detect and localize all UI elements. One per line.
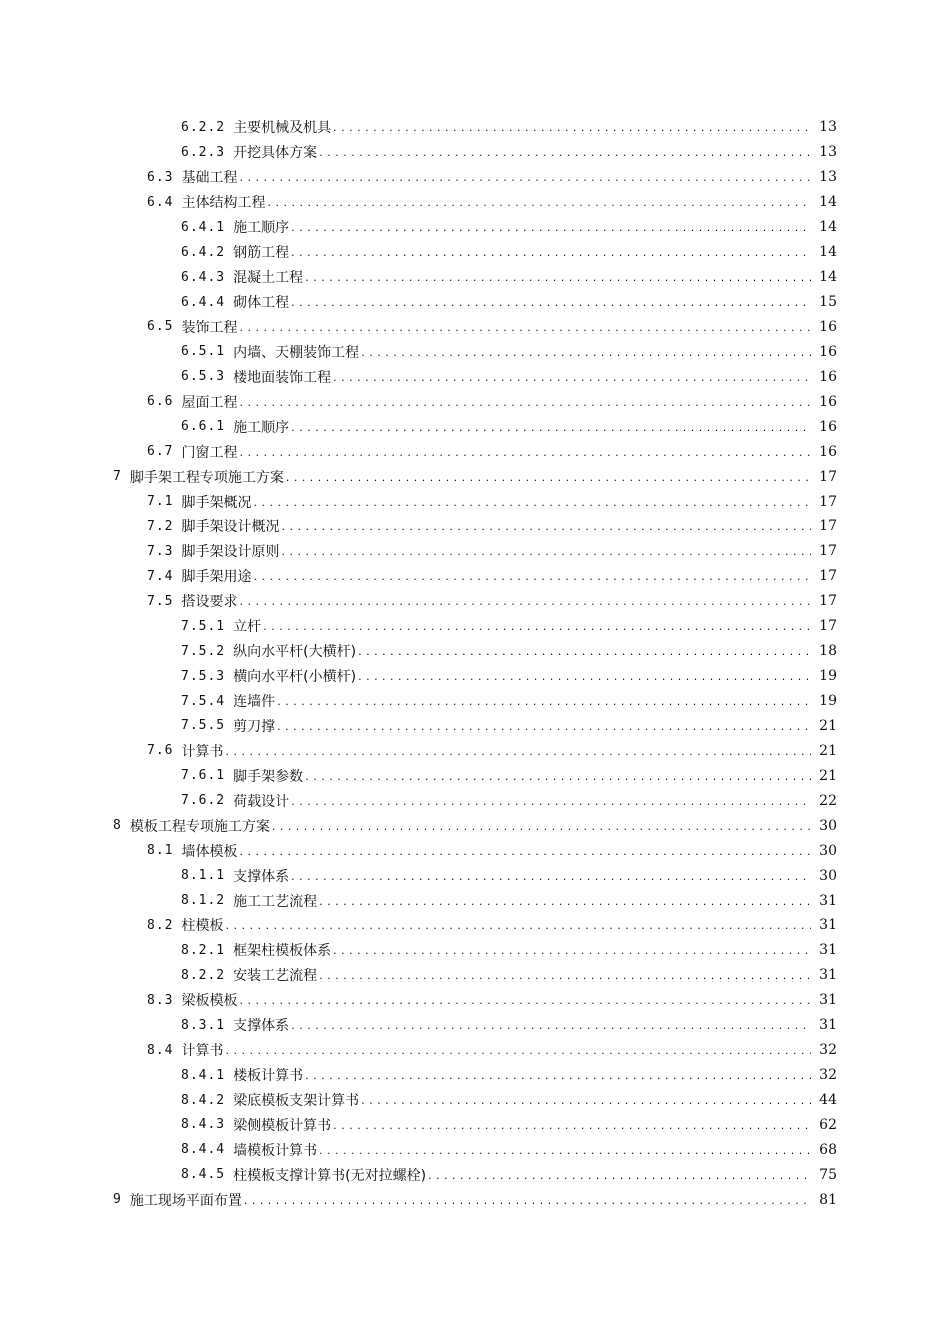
toc-entry-number: 7.4: [147, 568, 174, 584]
toc-dot-leader: [333, 944, 811, 958]
toc-entry-page-number: 13: [819, 169, 837, 186]
toc-dot-leader: [239, 396, 811, 410]
toc-entry-title: 梁板模板: [181, 993, 238, 1010]
toc-entry-title: 基础工程: [181, 170, 238, 187]
toc-dot-leader: [333, 1119, 811, 1133]
toc-entry[interactable]: [0, 589, 950, 614]
toc-entry-number: 6.3: [147, 169, 174, 185]
toc-entry-title: 脚手架用途: [181, 569, 252, 586]
toc-entry[interactable]: [0, 1038, 950, 1063]
toc-entry[interactable]: [0, 539, 950, 564]
toc-entry-title: 施工工艺流程: [233, 893, 318, 910]
toc-dot-leader: [305, 271, 811, 285]
toc-entry-number: 6.4.1: [181, 219, 226, 235]
toc-entry-number: 6.2.3: [181, 144, 226, 160]
toc-entry[interactable]: [0, 888, 950, 913]
toc-entry-number: 7.6.1: [181, 768, 226, 784]
toc-entry-title: 纵向水平杆(大横杆): [233, 644, 357, 661]
toc-entry[interactable]: [0, 489, 950, 514]
toc-dot-leader: [263, 620, 811, 634]
toc-entry-page-number: 31: [819, 1017, 837, 1034]
toc-entry[interactable]: [0, 190, 950, 215]
toc-entry-number: 8.3: [147, 992, 174, 1008]
toc-entry-page-number: 21: [819, 767, 837, 784]
toc-dot-leader: [361, 346, 811, 360]
toc-entry-page-number: 17: [819, 618, 837, 635]
toc-entry-title: 施工顺序: [233, 220, 290, 237]
toc-entry-page-number: 17: [819, 593, 837, 610]
toc-entry[interactable]: [0, 464, 950, 489]
toc-entry-number: 8.1.1: [181, 868, 226, 884]
toc-entry-page-number: 16: [819, 393, 837, 410]
toc-entry-number: 7: [113, 469, 122, 485]
toc-entry-page-number: 62: [819, 1116, 837, 1133]
toc-entry-page-number: 22: [819, 792, 837, 809]
toc-entry-page-number: 17: [819, 568, 837, 585]
toc-entry-number: 7.6.2: [181, 793, 226, 809]
toc-entry-title: 脚手架设计原则: [181, 544, 280, 561]
toc-dot-leader: [253, 496, 811, 510]
toc-dot-leader: [319, 146, 811, 160]
toc-entry-title: 内墙、天棚装饰工程: [233, 344, 360, 361]
toc-entry-page-number: 31: [819, 892, 837, 909]
toc-entry[interactable]: [0, 689, 950, 714]
toc-entry-page-number: 32: [819, 1042, 837, 1059]
toc-dot-leader: [319, 969, 811, 983]
toc-entry[interactable]: [0, 290, 950, 315]
toc-entry-number: 7.2: [147, 518, 174, 534]
toc-entry[interactable]: [0, 1063, 950, 1088]
toc-entry-title: 搭设要求: [181, 594, 238, 611]
toc-entry-number: 8.4.1: [181, 1067, 226, 1083]
toc-entry-page-number: 16: [819, 418, 837, 435]
toc-entry-page-number: 17: [819, 468, 837, 485]
toc-entry-number: 7.5.3: [181, 668, 226, 684]
toc-entry[interactable]: [0, 315, 950, 340]
toc-entry-title: 混凝土工程: [233, 270, 304, 287]
toc-dot-leader: [225, 919, 811, 933]
toc-entry-page-number: 14: [819, 244, 837, 261]
toc-entry[interactable]: [0, 813, 950, 838]
toc-entry-page-number: 30: [819, 842, 837, 859]
toc-dot-leader: [319, 895, 811, 909]
toc-dot-leader: [305, 1069, 811, 1083]
toc-entry[interactable]: [0, 738, 950, 763]
toc-entry-page-number: 13: [819, 119, 837, 136]
toc-entry[interactable]: [0, 564, 950, 589]
toc-dot-leader: [286, 471, 811, 485]
toc-entry[interactable]: [0, 364, 950, 389]
toc-entry-number: 6.4.2: [181, 244, 226, 260]
toc-entry[interactable]: [0, 788, 950, 813]
toc-entry[interactable]: [0, 938, 950, 963]
toc-entry-page-number: 19: [819, 668, 837, 685]
toc-entry[interactable]: [0, 1137, 950, 1162]
toc-dot-leader: [291, 421, 811, 435]
toc-entry-number: 8.4: [147, 1042, 174, 1058]
toc-entry-title: 脚手架概况: [181, 494, 252, 511]
toc-entry-title: 支撑体系: [233, 868, 290, 885]
toc-entry-title: 梁侧模板计算书: [233, 1117, 332, 1134]
toc-dot-leader: [358, 670, 811, 684]
toc-entry-number: 6.7: [147, 444, 174, 460]
toc-entry-number: 9: [113, 1192, 122, 1208]
toc-dot-leader: [291, 296, 811, 310]
toc-entry-title: 立杆: [233, 619, 262, 636]
toc-entry-page-number: 17: [819, 518, 837, 535]
toc-entry-number: 8.4.4: [181, 1142, 226, 1158]
toc-dot-leader: [291, 795, 811, 809]
toc-dot-leader: [291, 221, 811, 235]
toc-dot-leader: [272, 820, 811, 834]
toc-entry-page-number: 15: [819, 294, 837, 311]
toc-dot-leader: [361, 1094, 811, 1108]
toc-entry-number: 6.6.1: [181, 419, 226, 435]
toc-entry-page-number: 16: [819, 318, 837, 335]
toc-entry-number: 7.5.5: [181, 718, 226, 734]
toc-entry-number: 8.3.1: [181, 1017, 226, 1033]
toc-entry[interactable]: [0, 389, 950, 414]
toc-entry-page-number: 16: [819, 368, 837, 385]
toc-entry-page-number: 81: [819, 1191, 837, 1208]
toc-entry-page-number: 14: [819, 194, 837, 211]
toc-entry-title: 柱模板: [181, 918, 224, 935]
toc-entry-title: 脚手架工程专项施工方案: [129, 469, 284, 486]
toc-entry-page-number: 31: [819, 992, 837, 1009]
toc-dot-leader: [281, 520, 811, 534]
table-of-contents: [0, 115, 950, 1212]
toc-dot-leader: [358, 645, 811, 659]
toc-entry-page-number: 32: [819, 1067, 837, 1084]
toc-entry[interactable]: [0, 963, 950, 988]
toc-entry[interactable]: [0, 215, 950, 240]
toc-entry[interactable]: [0, 763, 950, 788]
toc-entry-number: 6.6: [147, 394, 174, 410]
toc-dot-leader: [239, 595, 811, 609]
toc-entry[interactable]: [0, 265, 950, 290]
toc-entry-page-number: 44: [819, 1092, 837, 1109]
toc-entry-title: 脚手架参数: [233, 768, 304, 785]
toc-entry-title: 荷载设计: [233, 793, 290, 810]
toc-dot-leader: [428, 1169, 811, 1183]
toc-entry-title: 安装工艺流程: [233, 968, 318, 985]
toc-entry-number: 8: [113, 818, 122, 834]
toc-dot-leader: [291, 870, 811, 884]
toc-entry-page-number: 13: [819, 144, 837, 161]
toc-entry-number: 8.4.5: [181, 1167, 226, 1183]
toc-entry-title: 门窗工程: [181, 444, 238, 461]
toc-entry-number: 8.2: [147, 917, 174, 933]
toc-entry[interactable]: [0, 414, 950, 439]
toc-entry-title: 脚手架设计概况: [181, 519, 280, 536]
toc-entry-page-number: 21: [819, 742, 837, 759]
toc-entry-page-number: 30: [819, 867, 837, 884]
toc-entry-title: 施工现场平面布置: [129, 1192, 242, 1209]
toc-entry-title: 墙模板计算书: [233, 1142, 318, 1159]
toc-entry[interactable]: [0, 140, 950, 165]
toc-entry-title: 模板工程专项施工方案: [129, 818, 270, 835]
toc-entry-title: 砌体工程: [233, 295, 290, 312]
toc-dot-leader: [225, 1044, 811, 1058]
toc-entry-page-number: 14: [819, 219, 837, 236]
toc-dot-leader: [291, 246, 811, 260]
toc-entry[interactable]: [0, 1162, 950, 1187]
toc-entry-number: 6.4: [147, 194, 174, 210]
toc-entry-number: 8.1.2: [181, 893, 226, 909]
toc-entry-number: 8.1: [147, 843, 174, 859]
toc-entry-title: 框架柱模板体系: [233, 943, 332, 960]
toc-entry[interactable]: [0, 339, 950, 364]
toc-entry[interactable]: [0, 714, 950, 739]
toc-entry-number: 8.4.3: [181, 1117, 226, 1133]
toc-entry-title: 钢筋工程: [233, 245, 290, 262]
toc-entry-title: 柱模板支撑计算书(无对拉螺栓): [233, 1167, 427, 1184]
toc-dot-leader: [281, 545, 811, 559]
toc-entry-number: 7.5.2: [181, 643, 226, 659]
toc-entry-page-number: 14: [819, 269, 837, 286]
toc-dot-leader: [244, 1194, 811, 1208]
toc-entry-title: 楼地面装饰工程: [233, 369, 332, 386]
toc-entry-page-number: 30: [819, 817, 837, 834]
toc-entry-number: 7.6: [147, 743, 174, 759]
toc-entry[interactable]: [0, 1113, 950, 1138]
toc-dot-leader: [277, 720, 811, 734]
toc-entry-page-number: 31: [819, 967, 837, 984]
toc-entry-page-number: 31: [819, 917, 837, 934]
toc-entry-number: 8.2.2: [181, 967, 226, 983]
toc-dot-leader: [267, 196, 811, 210]
toc-entry-number: 8.4.2: [181, 1092, 226, 1108]
toc-entry-title: 墙体模板: [181, 843, 238, 860]
toc-entry-page-number: 18: [819, 643, 837, 660]
toc-entry-number: 7.5: [147, 593, 174, 609]
toc-entry[interactable]: [0, 115, 950, 140]
toc-entry-number: 7.5.1: [181, 618, 226, 634]
toc-entry[interactable]: [0, 838, 950, 863]
toc-dot-leader: [239, 171, 811, 185]
toc-entry-title: 主体结构工程: [181, 195, 266, 212]
toc-entry-number: 6.5.3: [181, 369, 226, 385]
toc-dot-leader: [239, 446, 811, 460]
toc-entry-page-number: 17: [819, 543, 837, 560]
toc-entry-number: 8.2.1: [181, 942, 226, 958]
toc-dot-leader: [333, 121, 811, 135]
toc-entry-page-number: 68: [819, 1141, 837, 1158]
toc-entry-title: 计算书: [181, 1043, 224, 1060]
toc-entry-page-number: 75: [819, 1166, 837, 1183]
toc-entry-title: 施工顺序: [233, 419, 290, 436]
toc-entry[interactable]: [0, 863, 950, 888]
toc-dot-leader: [305, 770, 811, 784]
toc-dot-leader: [291, 1019, 811, 1033]
toc-entry-number: 6.5: [147, 319, 174, 335]
toc-entry[interactable]: [0, 240, 950, 265]
toc-dot-leader: [253, 570, 811, 584]
toc-entry[interactable]: [0, 614, 950, 639]
toc-entry[interactable]: [0, 439, 950, 464]
toc-entry-title: 主要机械及机具: [233, 120, 332, 137]
toc-dot-leader: [319, 1144, 811, 1158]
toc-entry-title: 屋面工程: [181, 394, 238, 411]
toc-entry-title: 横向水平杆(小横杆): [233, 669, 357, 686]
toc-entry[interactable]: [0, 639, 950, 664]
toc-entry-number: 7.3: [147, 543, 174, 559]
toc-entry[interactable]: [0, 913, 950, 938]
toc-entry-page-number: 17: [819, 493, 837, 510]
toc-dot-leader: [225, 745, 811, 759]
toc-entry-page-number: 19: [819, 693, 837, 710]
toc-entry-page-number: 16: [819, 343, 837, 360]
toc-dot-leader: [333, 371, 811, 385]
toc-entry-number: 6.4.4: [181, 294, 226, 310]
toc-entry[interactable]: [0, 165, 950, 190]
toc-entry-number: 6.2.2: [181, 119, 226, 135]
toc-entry[interactable]: [0, 514, 950, 539]
toc-dot-leader: [239, 994, 811, 1008]
toc-entry-number: 7.1: [147, 494, 174, 510]
toc-entry-number: 6.4.3: [181, 269, 226, 285]
toc-dot-leader: [239, 845, 811, 859]
toc-entry-title: 装饰工程: [181, 319, 238, 336]
toc-dot-leader: [277, 695, 811, 709]
toc-entry-title: 计算书: [181, 743, 224, 760]
toc-entry-title: 支撑体系: [233, 1018, 290, 1035]
toc-entry-number: 6.5.1: [181, 344, 226, 360]
toc-entry[interactable]: [0, 1187, 950, 1212]
toc-entry[interactable]: [0, 1013, 950, 1038]
toc-entry-page-number: 31: [819, 942, 837, 959]
toc-entry[interactable]: [0, 1088, 950, 1113]
toc-entry-page-number: 21: [819, 717, 837, 734]
toc-entry[interactable]: [0, 664, 950, 689]
toc-entry[interactable]: [0, 988, 950, 1013]
toc-entry-page-number: 16: [819, 443, 837, 460]
toc-entry-title: 开挖具体方案: [233, 145, 318, 162]
toc-entry-title: 连墙件: [233, 694, 276, 711]
toc-entry-number: 7.5.4: [181, 693, 226, 709]
toc-entry-title: 楼板计算书: [233, 1068, 304, 1085]
toc-entry-title: 梁底模板支架计算书: [233, 1093, 360, 1110]
toc-entry-title: 剪刀撑: [233, 718, 276, 735]
toc-dot-leader: [239, 321, 811, 335]
